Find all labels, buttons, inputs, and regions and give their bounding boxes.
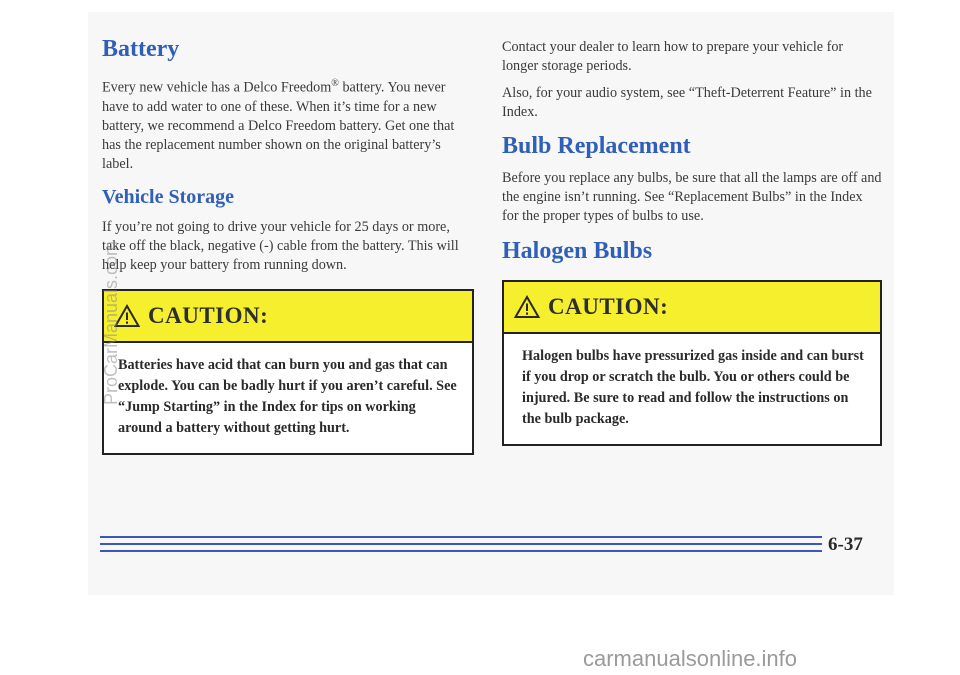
footer-rule xyxy=(100,543,822,545)
audio-system-paragraph: Also, for your audio system, see “Theft-Deterrent Feature” in the Index. xyxy=(502,85,872,120)
left-column xyxy=(102,34,474,455)
warning-triangle-icon xyxy=(514,295,540,319)
battery-caution-box xyxy=(102,289,474,455)
halogen-bulbs-heading: Halogen Bulbs xyxy=(502,238,653,264)
caution-text: Batteries have acid that can burn you and gas that can explode. You can be badly hurt if you aren’t careful. See “Jump Starting” in the Index for tips on working around a battery without getting hurt. xyxy=(118,356,457,436)
storage-contact-paragraph: Contact your dealer to learn how to prepare your vehicle for longer storage periods. xyxy=(502,39,844,74)
halogen-caution-box xyxy=(502,280,882,446)
manual-page xyxy=(88,12,894,595)
footer-rule xyxy=(100,536,822,538)
battery-text-b: battery. You never have to add water to one of these. When it’s time for a new battery, we recommend a Delco Freedom battery. Get one that has the replacement number shown on the original battery’s label. xyxy=(102,79,455,172)
side-watermark: ProCarManuals.com xyxy=(101,240,121,405)
battery-text-a: Every new vehicle has a Delco Freedom xyxy=(102,79,332,96)
right-column xyxy=(502,34,882,446)
caution-text: Halogen bulbs have pressurized gas inside and can burst if you drop or scratch the bulb. You or others could be injured. Be sure to read and follow the instructions on the bulb package. xyxy=(522,348,864,427)
vehicle-storage-heading: Vehicle Storage xyxy=(102,185,235,208)
battery-heading: Battery xyxy=(102,36,180,62)
caution-banner xyxy=(104,291,472,343)
page-number: 6-37 xyxy=(828,534,863,555)
bulb-replacement-heading: Bulb Replacement xyxy=(502,133,691,159)
bottom-watermark: carmanualsonline.info xyxy=(583,646,798,671)
caution-title: CAUTION: xyxy=(548,294,669,319)
caution-title: CAUTION: xyxy=(148,302,269,328)
vehicle-storage-paragraph: If you’re not going to drive your vehicle for 25 days or more, take off the black, negative (-) cable from the battery. This will help keep your battery from running down. xyxy=(102,218,459,273)
bulb-replacement-paragraph: Before you replace any bulbs, be sure that all the lamps are off and the engine isn’t running. See “Replacement Bulbs” in the Index for the proper types of bulbs to use. xyxy=(502,170,882,224)
footer-rule xyxy=(100,550,822,552)
registered-mark: ® xyxy=(331,78,339,89)
caution-banner xyxy=(504,282,880,334)
battery-paragraph xyxy=(102,74,474,174)
